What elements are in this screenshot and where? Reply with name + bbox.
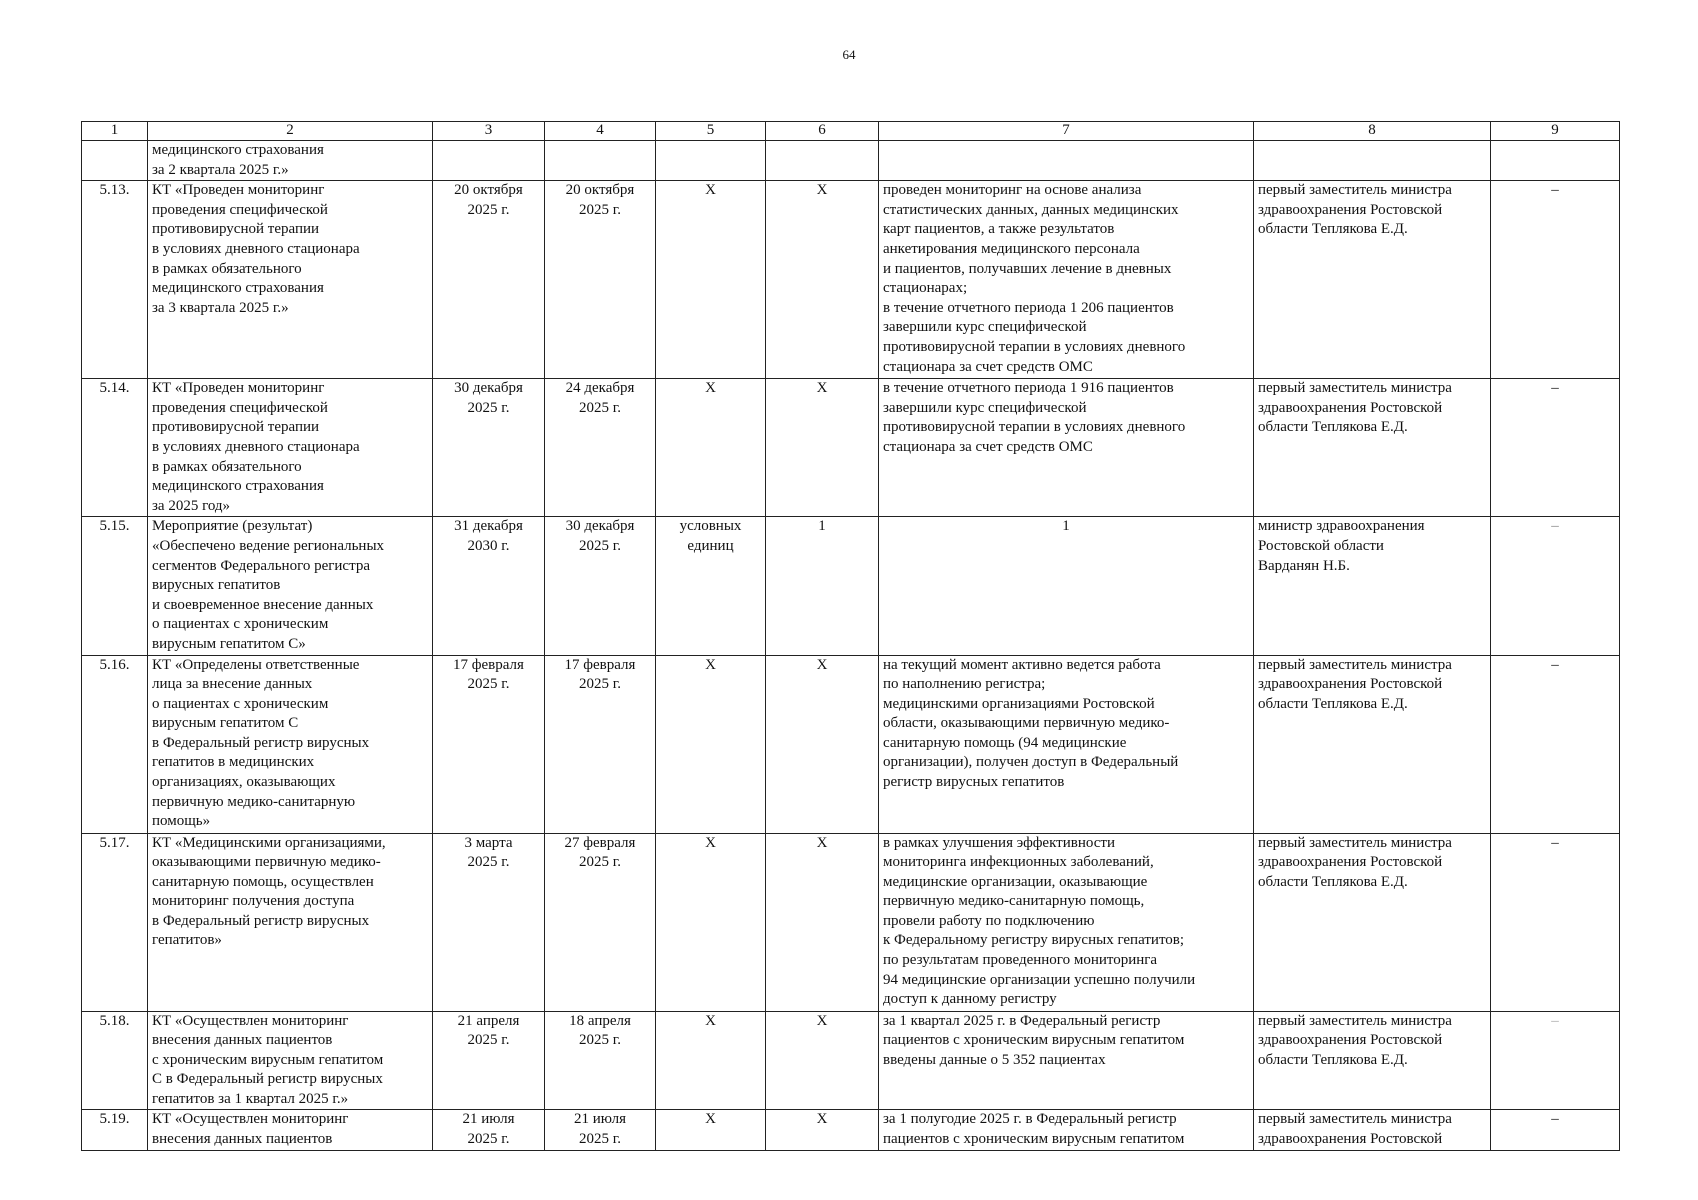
responsible-cell: первый заместитель министра здравоохранения Ростовской области Теплякова Е.Д.: [1254, 379, 1491, 517]
actual-date-cell: 30 декабря 2025 г.: [545, 517, 656, 655]
event-name-cell: КТ «Осуществлен мониторинг внесения данных пациентов с хроническим вирусным гепатитом С в Федеральный регистр вирусных гепатитов за 1 квартал 2025 г.»: [148, 1011, 433, 1110]
header-col-6: 6: [766, 122, 879, 141]
actual-date-cell: 24 декабря 2025 г.: [545, 379, 656, 517]
report-table: [81, 121, 1620, 1151]
table-row: [82, 181, 1620, 379]
header-col-7: 7: [879, 122, 1254, 141]
row-number-cell: [82, 141, 148, 181]
actual-date-cell: 20 октября 2025 г.: [545, 181, 656, 379]
header-col-5: 5: [656, 122, 766, 141]
unit-cell: Х: [656, 833, 766, 1011]
value-cell: 1: [766, 517, 879, 655]
table-row: [82, 141, 1620, 181]
info-cell: за 1 квартал 2025 г. в Федеральный регистр пациентов с хроническим вирусным гепатитом введены данные о 5 352 пациентах: [879, 1011, 1254, 1110]
value-cell: Х: [766, 833, 879, 1011]
note-cell: –: [1491, 379, 1620, 517]
event-name-cell: медицинского страхования за 2 квартала 2025 г.»: [148, 141, 433, 181]
page-number: 64: [842, 47, 856, 62]
planned-date-cell: 20 октября 2025 г.: [433, 181, 545, 379]
event-name-cell: КТ «Осуществлен мониторинг внесения данных пациентов: [148, 1110, 433, 1150]
value-cell: [766, 141, 879, 181]
note-cell: –: [1491, 1110, 1620, 1150]
unit-cell: Х: [656, 379, 766, 517]
info-cell: на текущий момент активно ведется работа по наполнению регистра; медицинскими организациями Ростовской области, оказывающими первичную медико- санитарную помощь (94 медицинские организации), получен доступ в Федеральный регистр вирусных гепатитов: [879, 655, 1254, 833]
value-cell: Х: [766, 379, 879, 517]
value-cell: Х: [766, 181, 879, 379]
table-row: [82, 379, 1620, 517]
info-cell: за 1 полугодие 2025 г. в Федеральный регистр пациентов с хроническим вирусным гепатитом: [879, 1110, 1254, 1150]
actual-date-cell: 17 февраля 2025 г.: [545, 655, 656, 833]
info-cell: 1: [879, 517, 1254, 655]
row-number-cell: 5.15.: [82, 517, 148, 655]
responsible-cell: первый заместитель министра здравоохранения Ростовской области Теплякова Е.Д.: [1254, 1011, 1491, 1110]
table-row: [82, 1110, 1620, 1150]
event-name-cell: КТ «Определены ответственные лица за внесение данных о пациентах с хроническим вирусным гепатитом С в Федеральный регистр вирусных гепатитов в медицинских организациях, оказывающих первичную медико-санитарную помощь»: [148, 655, 433, 833]
actual-date-cell: 27 февраля 2025 г.: [545, 833, 656, 1011]
responsible-cell: первый заместитель министра здравоохранения Ростовской области Теплякова Е.Д.: [1254, 833, 1491, 1011]
planned-date-cell: 31 декабря 2030 г.: [433, 517, 545, 655]
unit-cell: [656, 141, 766, 181]
info-cell: проведен мониторинг на основе анализа статистических данных, данных медицинских карт пациентов, а также результатов анкетирования медицинского персонала и пациентов, получавших лечение в дневных стационарах; в течение отчетного периода 1 206 пациентов завершили курс специфической противовирусной терапии в условиях дневного стационара за счет средств ОМС: [879, 181, 1254, 379]
value-cell: Х: [766, 1011, 879, 1110]
event-name-cell: КТ «Медицинскими организациями, оказывающими первичную медико- санитарную помощь, осуществлен мониторинг получения доступа в Федеральный регистр вирусных гепатитов»: [148, 833, 433, 1011]
table-row: [82, 833, 1620, 1011]
responsible-cell: первый заместитель министра здравоохранения Ростовской: [1254, 1110, 1491, 1150]
planned-date-cell: 3 марта 2025 г.: [433, 833, 545, 1011]
responsible-cell: [1254, 141, 1491, 181]
info-cell: в рамках улучшения эффективности мониторинга инфекционных заболеваний, медицинские организации, оказывающие первичную медико-санитарную помощь, провели работу по подключению к Федеральному регистру вирусных гепатитов; по результатам проведенного мониторинга 94 медицинские организации успешно получили доступ к данному регистру: [879, 833, 1254, 1011]
unit-cell: Х: [656, 1110, 766, 1150]
actual-date-cell: [545, 141, 656, 181]
note-cell: –: [1491, 833, 1620, 1011]
unit-cell: условных единиц: [656, 517, 766, 655]
header-col-1: 1: [82, 122, 148, 141]
actual-date-cell: 21 июля 2025 г.: [545, 1110, 656, 1150]
event-name-cell: КТ «Проведен мониторинг проведения специфической противовирусной терапии в условиях дневного стационара в рамках обязательного медицинского страхования за 2025 год»: [148, 379, 433, 517]
note-cell: –: [1491, 655, 1620, 833]
row-number-cell: 5.14.: [82, 379, 148, 517]
planned-date-cell: 17 февраля 2025 г.: [433, 655, 545, 833]
header-col-4: 4: [545, 122, 656, 141]
unit-cell: Х: [656, 181, 766, 379]
event-name-cell: Мероприятие (результат) «Обеспечено ведение региональных сегментов Федерального регистра вирусных гепатитов и своевременное внесение данных о пациентах с хроническим вирусным гепатитом С»: [148, 517, 433, 655]
row-number-cell: 5.16.: [82, 655, 148, 833]
header-col-2: 2: [148, 122, 433, 141]
value-cell: Х: [766, 1110, 879, 1150]
planned-date-cell: 21 июля 2025 г.: [433, 1110, 545, 1150]
header-col-8: 8: [1254, 122, 1491, 141]
planned-date-cell: 30 декабря 2025 г.: [433, 379, 545, 517]
planned-date-cell: 21 апреля 2025 г.: [433, 1011, 545, 1110]
info-cell: [879, 141, 1254, 181]
event-name-cell: КТ «Проведен мониторинг проведения специфической противовирусной терапии в условиях дневного стационара в рамках обязательного медицинского страхования за 3 квартала 2025 г.»: [148, 181, 433, 379]
unit-cell: Х: [656, 655, 766, 833]
info-cell: в течение отчетного периода 1 916 пациентов завершили курс специфической противовирусной терапии в условиях дневного стационара за счет средств ОМС: [879, 379, 1254, 517]
row-number-cell: 5.18.: [82, 1011, 148, 1110]
table-row: [82, 655, 1620, 833]
note-cell: [1491, 141, 1620, 181]
responsible-cell: первый заместитель министра здравоохранения Ростовской области Теплякова Е.Д.: [1254, 181, 1491, 379]
actual-date-cell: 18 апреля 2025 г.: [545, 1011, 656, 1110]
note-cell: –: [1491, 181, 1620, 379]
note-cell: –: [1491, 517, 1620, 655]
table-row: [82, 1011, 1620, 1110]
note-cell: –: [1491, 1011, 1620, 1110]
responsible-cell: министр здравоохранения Ростовской области Варданян Н.Б.: [1254, 517, 1491, 655]
unit-cell: Х: [656, 1011, 766, 1110]
value-cell: Х: [766, 655, 879, 833]
header-col-3: 3: [433, 122, 545, 141]
row-number-cell: 5.17.: [82, 833, 148, 1011]
planned-date-cell: [433, 141, 545, 181]
row-number-cell: 5.13.: [82, 181, 148, 379]
table-row: [82, 517, 1620, 655]
header-col-9: 9: [1491, 122, 1620, 141]
responsible-cell: первый заместитель министра здравоохранения Ростовской области Теплякова Е.Д.: [1254, 655, 1491, 833]
table-header-row: [82, 122, 1620, 141]
row-number-cell: 5.19.: [82, 1110, 148, 1150]
